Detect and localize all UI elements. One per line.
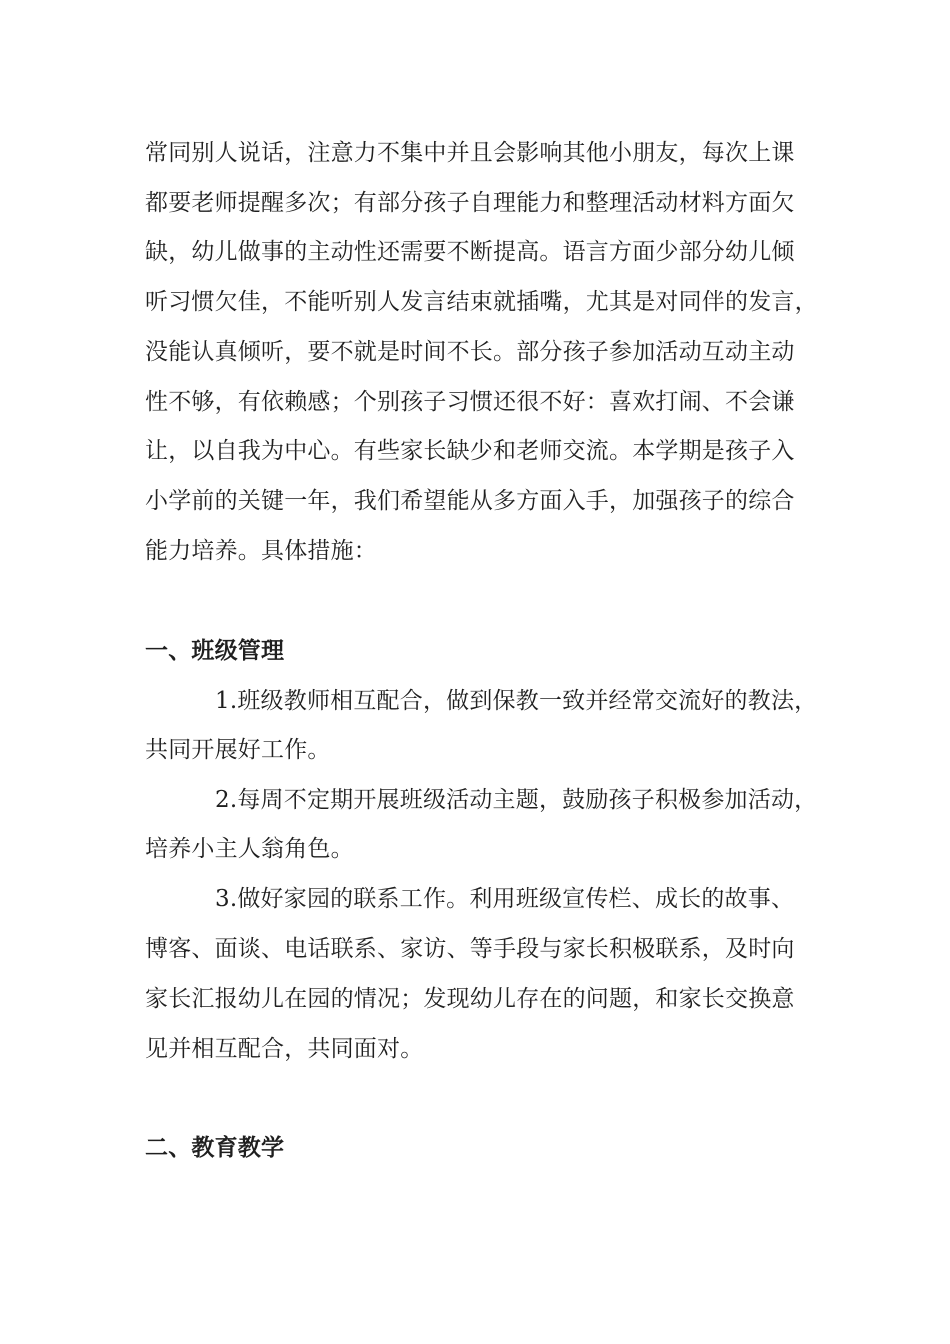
text-line: 1.班级教师相互配合，做到保教一致并经常交流好的教法， <box>215 688 818 714</box>
text-line: 2.每周不定期开展班级活动主题，鼓励孩子积极参加活动， <box>215 787 818 813</box>
text-line: 能力培养。具体措施： <box>145 538 377 564</box>
text-line: 小学前的关键一年，我们希望能从多方面入手，加强孩子的综合 <box>145 488 795 514</box>
text-line: 博客、面谈、电话联系、家访、等手段与家长积极联系，及时向 <box>145 936 795 962</box>
text-line: 性不够，有依赖感；个别孩子习惯还很不好：喜欢打闹、不会谦 <box>145 389 795 415</box>
text-line: 见并相互配合，共同面对。 <box>145 1036 424 1062</box>
section-heading-education-teaching: 二、教育教学 <box>145 1134 285 1161</box>
text-line: 缺，幼儿做事的主动性还需要不断提高。语言方面少部分幼儿倾 <box>145 239 795 265</box>
text-line: 常同别人说话，注意力不集中并且会影响其他小朋友，每次上课 <box>145 140 795 166</box>
text-line: 都要老师提醒多次；有部分孩子自理能力和整理活动材料方面欠 <box>145 190 795 216</box>
section-heading-class-management: 一、班级管理 <box>145 637 285 664</box>
text-line: 3.做好家园的联系工作。利用班级宣传栏、成长的故事、 <box>215 886 795 912</box>
text-line: 听习惯欠佳，不能听别人发言结束就插嘴，尤其是对同伴的发言， <box>145 289 818 315</box>
text-line: 培养小主人翁角色。 <box>145 836 354 862</box>
text-line: 家长汇报幼儿在园的情况；发现幼儿存在的问题，和家长交换意 <box>145 986 795 1012</box>
text-line: 让，以自我为中心。有些家长缺少和老师交流。本学期是孩子入 <box>145 438 795 464</box>
text-line: 没能认真倾听，要不就是时间不长。部分孩子参加活动互动主动 <box>145 339 795 365</box>
text-line: 共同开展好工作。 <box>145 737 331 763</box>
